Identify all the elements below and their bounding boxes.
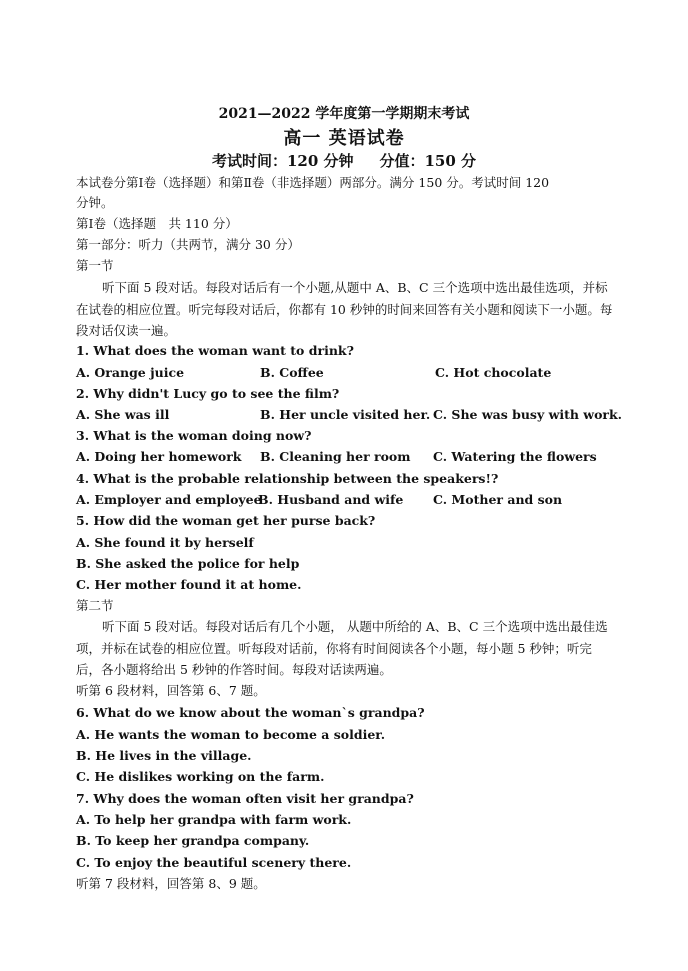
question-2-option-a: A. She was ill [76, 407, 170, 422]
question-3-stem: 3. What is the woman doing now? [76, 428, 312, 443]
question-3-option-a: A. Doing her homework [76, 449, 242, 464]
question-4-option-b: B. Husband and wife [258, 492, 404, 507]
question-6-option-a: A. He wants the woman to become a soldier. [76, 727, 386, 742]
question-7-option-c: C. To enjoy the beautiful scenery there. [76, 855, 352, 870]
question-4-option-a: A. Employer and employee [76, 492, 262, 507]
question-5-option-b: B. She asked the police for help [76, 556, 300, 571]
question-4-stem: 4. What is the probable relationship between the speakers!? [76, 471, 499, 486]
question-6-stem: 6. What do we know about the woman`s grandpa? [76, 705, 425, 720]
time-label: 考试时间：120 分钟 [211, 152, 354, 170]
question-2-option-b: B. Her uncle visited her. [260, 407, 431, 422]
intro-line-2: 分钟。 [76, 195, 114, 210]
exam-year-heading: 2021—2022 学年度第一学期期末考试 [218, 106, 470, 122]
question-7-option-b: B. To keep her grandpa company. [76, 833, 310, 848]
section-2-instructions: 听下面 5 段对话。每段对话后有几个小题， 从题中所给的 A、B、C 三个选项中选出最佳选项，并标在试卷的相应位置。听每段对话前，你将有时间阅读各个小题，每小题 5 秒钟；听完后，各小题将给出 5 秒钟的作答时间。每段对话读两遍。 [76, 619, 608, 677]
question-5-option-c: C. Her mother found it at home. [76, 577, 302, 592]
question-3-option-b: B. Cleaning her room [260, 449, 411, 464]
question-3-option-c: C. Watering the flowers [433, 449, 597, 464]
material-6-heading: 听第 6 段材料，回答第 6、7 题。 [76, 683, 266, 698]
question-6-option-b: B. He lives in the village. [76, 748, 252, 763]
question-2-option-c: C. She was busy with work. [433, 407, 623, 422]
page-title: 高一 英语试卷 [283, 128, 405, 149]
intro-line-1: 本试卷分第Ⅰ卷（选择题）和第Ⅱ卷（非选择题）两部分。满分 150 分。考试时间 120 [76, 175, 550, 190]
question-1-stem: 1. What does the woman want to drink? [76, 343, 354, 358]
question-1-option-b: B. Coffee [260, 365, 324, 380]
score-label: 分值：150 分 [379, 152, 477, 170]
question-5-option-a: A. She found it by herself [76, 535, 254, 550]
question-5-stem: 5. How did the woman get her purse back? [76, 513, 376, 528]
question-1-option-a: A. Orange juice [76, 365, 185, 380]
question-6-option-c: C. He dislikes working on the farm. [76, 769, 325, 784]
question-2-stem: 2. Why didn't Lucy go to see the film? [76, 386, 340, 401]
material-7-heading: 听第 7 段材料，回答第 8、9 题。 [76, 876, 266, 891]
section-2-heading: 第二节 [76, 598, 114, 613]
question-7-option-a: A. To help her grandpa with farm work. [76, 812, 352, 827]
part-1-heading: 第一部分：听力（共两节，满分 30 分） [76, 237, 300, 252]
question-1-option-c: C. Hot chocolate [435, 365, 552, 380]
section-1-instructions: 听下面 5 段对话。每段对话后有一个小题,从题中 A、B、C 三个选项中选出最佳选项，并标在试卷的相应位置。听完每段对话后，你都有 10 秒钟的时间来回答有关小题和阅读下一小题。每段对话仅读一遍。 [76, 280, 613, 338]
volume-1-heading: 第Ⅰ卷（选择题 共 110 分） [76, 216, 238, 231]
exam-info [0, 150, 688, 171]
question-7-stem: 7. Why does the woman often visit her grandpa? [76, 791, 414, 806]
question-4-option-c: C. Mother and son [433, 492, 563, 507]
section-1-heading: 第一节 [76, 258, 114, 273]
